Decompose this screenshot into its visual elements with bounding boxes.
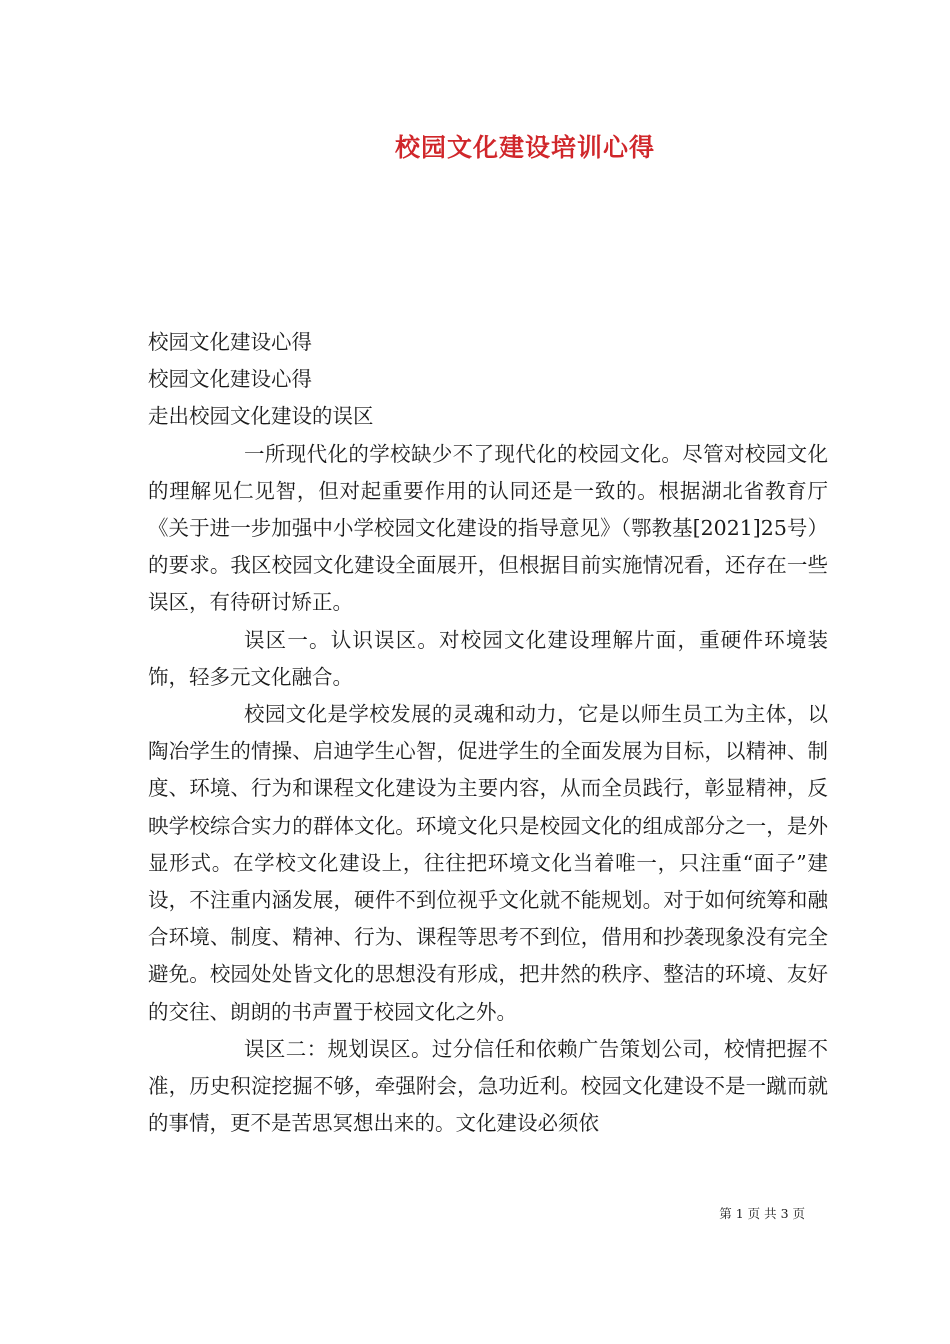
paragraph-4: 误区二：规划误区。过分信任和依赖广告策划公司，校情把握不准，历史积淀挖掘不够，牵强附会，急功近利。校园文化建设不是一蹴而就的事情，更不是苦思冥想出来的。文化建设必须依 [148, 1036, 828, 1136]
heading-3: 走出校园文化建设的误区 [148, 404, 374, 429]
paragraph-2: 误区一。认识误区。对校园文化建设理解片面，重硬件环境装饰，轻多元文化融合。 [148, 627, 828, 689]
page-number: 第 1 页 共 3 页 [719, 1206, 805, 1221]
paragraph-1: 一所现代化的学校缺少不了现代化的校园文化。尽管对校园文化的理解见仁见智，但对起重要作用的认同还是一致的。根据湖北省教育厅《关于进一步加强中小学校园文化建设的指导意见》（鄂教基[2021]25号）的要求。我区校园文化建设全面展开，但根据目前实施情况看，还存在一些误区，有待研讨矫正。 [148, 441, 828, 615]
paragraph-3: 校园文化是学校发展的灵魂和动力，它是以师生员工为主体，以陶冶学生的情操、启迪学生心智，促进学生的全面发展为目标，以精神、制度、环境、行为和课程文化建设为主要内容，从而全员践行，彰显精神，反映学校综合实力的群体文化。环境文化只是校园文化的组成部分之一，是外显形式。在学校文化建设上，往往把环境文化当着唯一，只注重“面子”建设，不注重内涵发展，硬件不到位视乎文化就不能规划。对于如何统筹和融合环境、制度、精神、行为、课程等思考不到位，借用和抄袭现象没有完全避免。校园处处皆文化的思想没有形成，把井然的秩序、整洁的环境、友好的交往、朗朗的书声置于校园文化之外。 [148, 702, 828, 1024]
heading-2: 校园文化建设心得 [148, 367, 312, 392]
document-body [148, 324, 828, 1142]
heading-1: 校园文化建设心得 [148, 330, 312, 354]
document-title: 校园文化建设培训心得 [394, 133, 655, 162]
